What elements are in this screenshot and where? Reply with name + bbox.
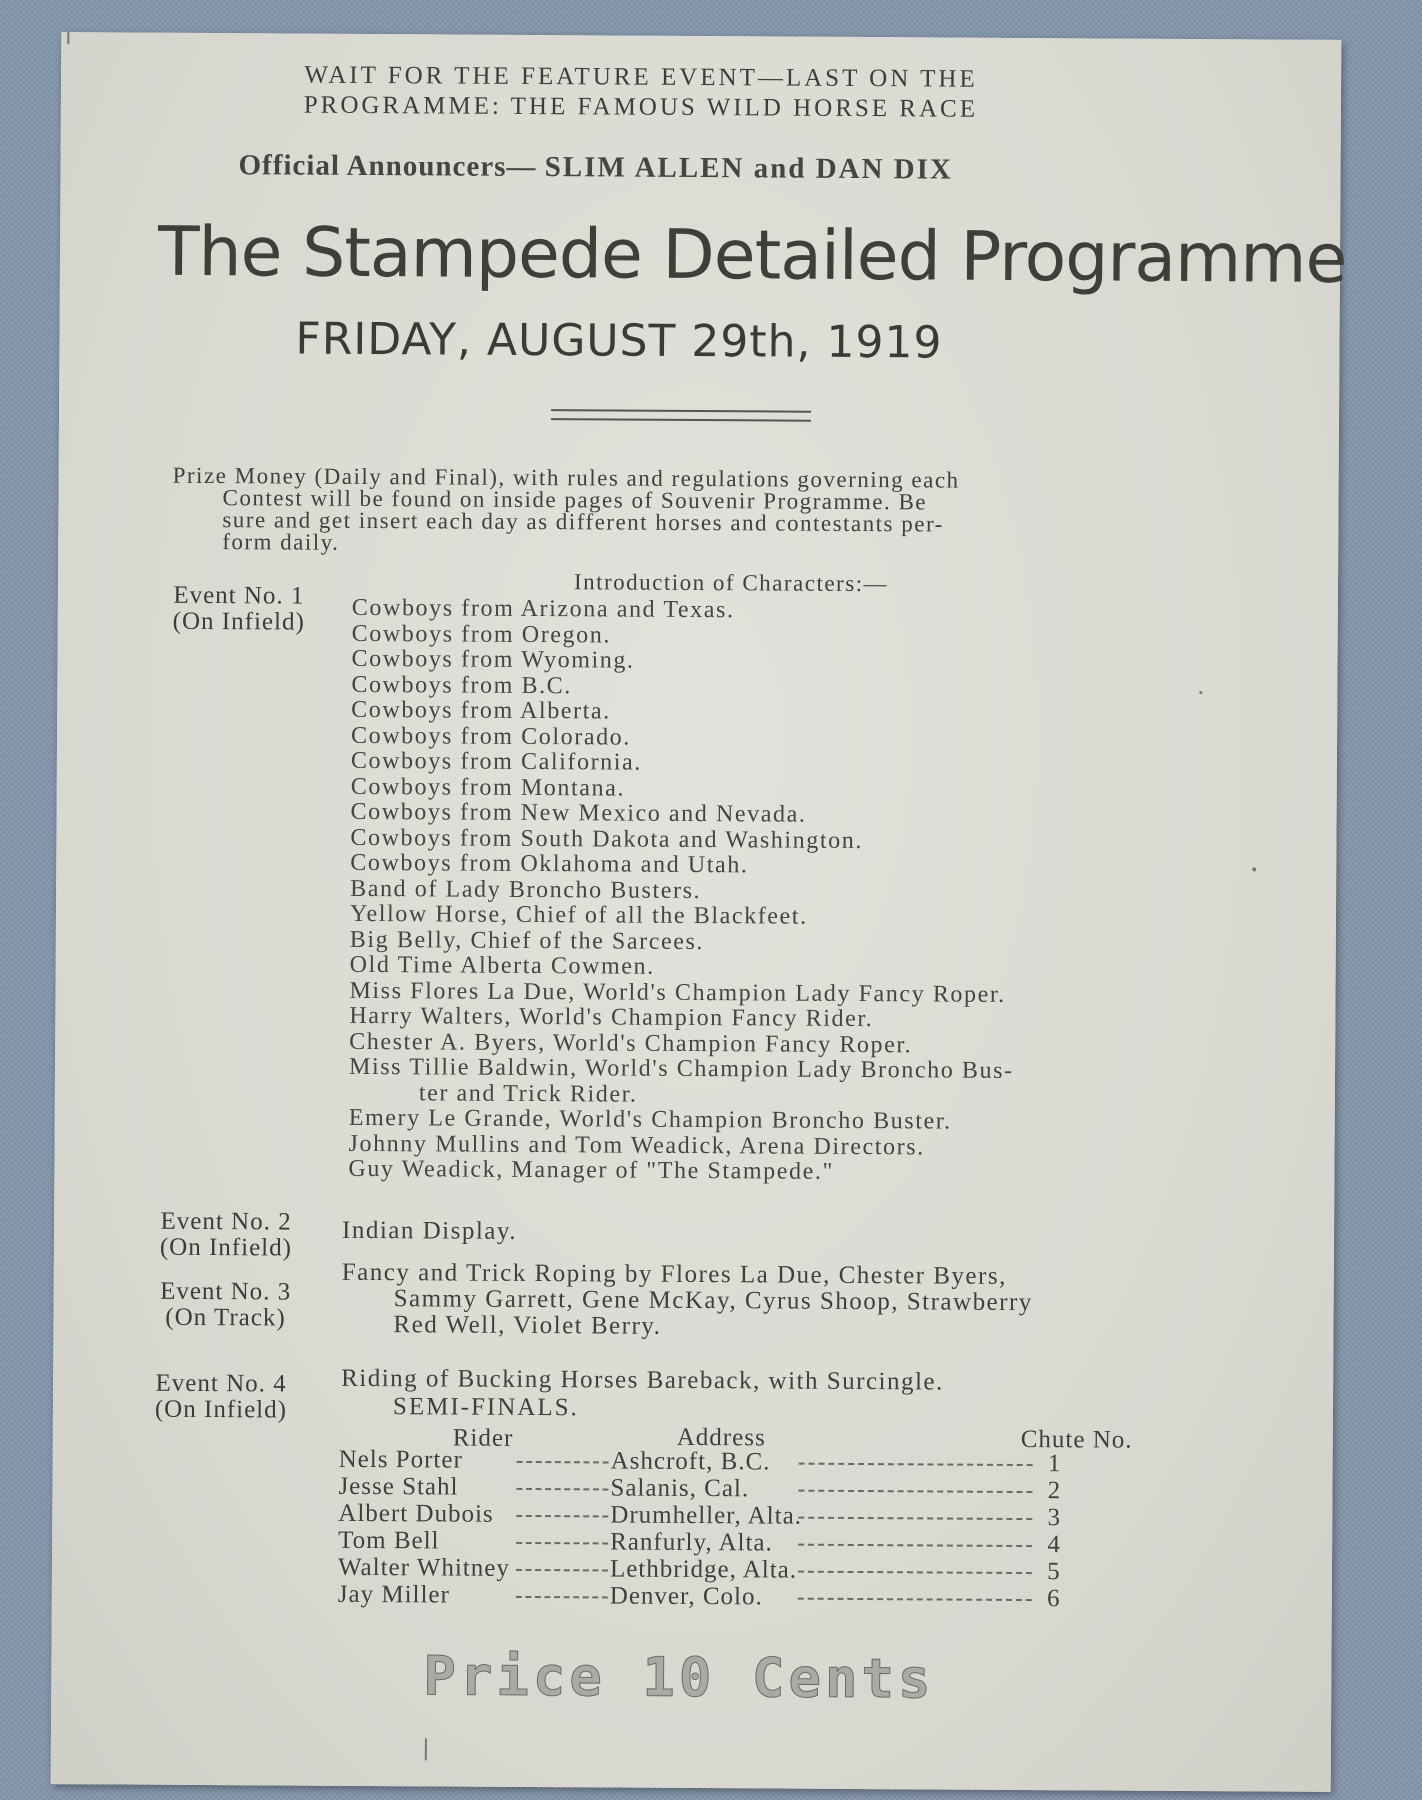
prize-paragraph-line: Prize Money (Daily and Final), with rules and regulations governing each (172, 462, 960, 493)
list-item: Miss Tillie Baldwin, World's Champion Lady Broncho Bus- (348, 1053, 1014, 1084)
rider-name: Nels Porter (338, 1445, 463, 1474)
prize-paragraph-line: Contest will be found on inside pages of Souvenir Programme. Be (222, 485, 928, 515)
rider-address: Lethbridge, Alta. (609, 1555, 798, 1584)
rider-name: Jay Miller (337, 1580, 450, 1609)
event-4-description: Riding of Bucking Horses Bareback, with Surcingle. (341, 1364, 944, 1396)
list-item: Harry Walters, World's Champion Fancy Rider. (349, 1002, 874, 1033)
chute-number: 4 (1047, 1531, 1061, 1559)
list-item: Johnny Mullins and Tom Weadick, Arena Directors. (348, 1130, 925, 1160)
event-3-label (135, 1279, 315, 1332)
announcers-line (238, 149, 953, 186)
list-item: Cowboys from Alberta. (351, 696, 611, 725)
introduction-heading: Introduction of Characters:— (573, 569, 889, 597)
list-item: Cowboys from Wyoming. (351, 645, 635, 674)
chute-number: 5 (1047, 1558, 1061, 1586)
list-item: Old Time Alberta Cowmen. (349, 951, 655, 980)
list-item: Guy Weadick, Manager of "The Stampede." (348, 1155, 834, 1185)
event-1-label (154, 583, 324, 636)
column-header-address: Address (676, 1423, 766, 1452)
rider-name: Jesse Stahl (338, 1472, 459, 1501)
chute-number: 6 (1046, 1585, 1061, 1613)
chute-number: 1 (1047, 1450, 1062, 1478)
introductions-list (348, 596, 1016, 1187)
list-item: Miss Flores La Due, World's Champion Lady Fancy Roper. (349, 977, 1006, 1008)
event-4-location: (On Infield) (154, 1395, 288, 1424)
chute-number: 3 (1047, 1504, 1062, 1532)
list-item: Cowboys from California. (350, 747, 643, 776)
table-row (338, 1581, 1218, 1613)
list-item: Big Belly, Chief of the Sarcees. (349, 926, 705, 955)
rider-address: Drumheller, Alta. (610, 1501, 803, 1530)
event-4-label (131, 1371, 311, 1424)
list-item: Cowboys from Montana. (350, 773, 626, 802)
event-3-line: Fancy and Trick Roping by Flores La Due, Chester Byers, (341, 1258, 1007, 1290)
list-item: Emery Le Grande, World's Champion Broncho Buster. (348, 1104, 952, 1135)
rider-address: Denver, Colo. (609, 1582, 763, 1611)
feature-notice-line2: PROGRAMME: THE FAMOUS WILD HORSE RACE (303, 91, 979, 123)
rider-address: Ranfurly, Alta. (610, 1528, 773, 1557)
event-1-number: Event No. 1 (173, 581, 305, 610)
event-3-description (341, 1260, 1033, 1342)
chute-number: 2 (1047, 1477, 1062, 1505)
divider-rule-top (551, 409, 811, 413)
event-3-location: (On Track) (165, 1303, 286, 1332)
prize-paragraph-line: form daily. (222, 529, 340, 555)
announcers-label: Official Announcers— (238, 149, 537, 184)
divider-rule-bottom (551, 418, 811, 422)
event-4-subheading: SEMI-FINALS. (392, 1393, 579, 1422)
column-header-rider: Rider (452, 1424, 514, 1452)
page-title: The Stampede Detailed Programme (157, 212, 1347, 299)
prize-paragraph-line: sure and get insert each day as different horses and contestants per- (222, 507, 944, 537)
rider-address: Salanis, Cal. (610, 1474, 750, 1503)
programme-date: FRIDAY, AUGUST 29th, 1919 (295, 313, 943, 369)
list-item: Cowboys from B.C. (351, 671, 573, 699)
event-2-description: Indian Display. (341, 1216, 518, 1245)
ink-speck (1252, 867, 1256, 871)
column-header-chute: Chute No. (1020, 1425, 1133, 1454)
announcers-names: SLIM ALLEN and DAN DIX (544, 151, 954, 186)
list-item: Cowboys from Oklahoma and Utah. (350, 849, 749, 879)
event-4-number: Event No. 4 (155, 1369, 287, 1398)
list-item: Cowboys from Arizona and Texas. (351, 594, 735, 624)
list-item: ter and Trick Rider. (418, 1079, 638, 1108)
rider-name: Tom Bell (338, 1526, 440, 1555)
list-item: Cowboys from Oregon. (351, 620, 612, 648)
list-item: Band of Lady Broncho Busters. (350, 875, 702, 904)
ink-speck (1199, 691, 1202, 694)
list-item: Cowboys from New Mexico and Nevada. (350, 798, 807, 828)
event-3-number: Event No. 3 (160, 1277, 292, 1306)
rider-name: Walter Whitney (337, 1553, 510, 1582)
riders-table (338, 1446, 1219, 1613)
event-3-line: Red Well, Violet Berry. (393, 1311, 662, 1340)
list-item: Cowboys from South Dakota and Washington. (350, 824, 864, 854)
event-2-number: Event No. 2 (160, 1207, 292, 1236)
event-2-label (136, 1209, 316, 1262)
event-1-location: (On Infield) (172, 607, 305, 636)
price-stamp: Price 10 Cents (423, 1644, 935, 1711)
list-item: Yellow Horse, Chief of all the Blackfeet. (349, 900, 808, 930)
rider-name: Albert Dubois (338, 1499, 494, 1528)
event-2-location: (On Infield) (159, 1233, 293, 1262)
edge-mark (425, 1738, 427, 1760)
feature-notice-line1: WAIT FOR THE FEATURE EVENT—LAST ON THE (304, 61, 978, 93)
list-item: Cowboys from Colorado. (350, 722, 632, 751)
programme-page (51, 32, 1347, 1792)
list-item: Chester A. Byers, World's Champion Fancy Roper. (349, 1028, 913, 1058)
edge-mark (67, 32, 69, 44)
rider-address: Ashcroft, B.C. (610, 1447, 771, 1476)
event-3-line: Sammy Garrett, Gene McKay, Cyrus Shoop, Strawberry (393, 1285, 1033, 1317)
